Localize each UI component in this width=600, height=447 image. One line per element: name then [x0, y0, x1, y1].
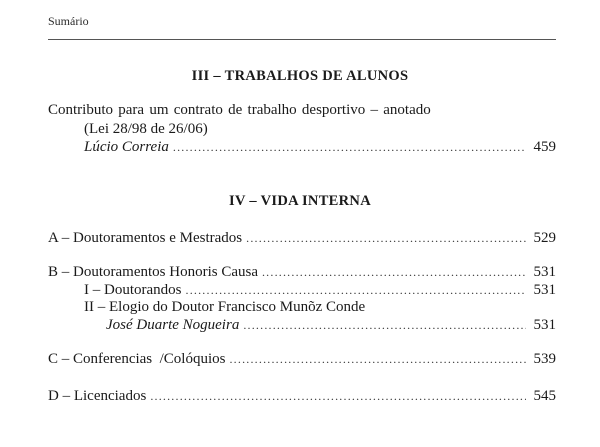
entry-title-line2: (Lei 28/98 de 26/06) — [84, 121, 208, 137]
toc-entry-contributo[interactable] — [84, 139, 556, 156]
page-number: 531 — [533, 282, 556, 298]
toc-entry-a[interactable] — [48, 230, 556, 247]
dot-leader — [246, 231, 526, 246]
dot-leader — [243, 318, 526, 333]
dot-leader — [150, 389, 526, 404]
page-number: 545 — [533, 388, 556, 404]
page-number: 529 — [533, 230, 556, 246]
section-title-vida-interna: IV – VIDA INTERNA — [229, 193, 371, 209]
toc-entry-b2[interactable] — [106, 317, 556, 334]
running-header: Sumário — [48, 14, 89, 28]
header-rule — [48, 39, 556, 40]
page-number: 531 — [533, 264, 556, 280]
entry-label: I – Doutorandos — [84, 282, 182, 298]
entry-author: Lúcio Correia — [84, 139, 169, 155]
toc-entry-b1[interactable] — [84, 282, 556, 299]
page-number: 459 — [533, 139, 556, 155]
toc-entry-b[interactable] — [48, 264, 556, 281]
entry-label: D – Licenciados — [48, 388, 147, 404]
page-number: 531 — [533, 317, 556, 333]
section-title-trabalhos: III – TRABALHOS DE ALUNOS — [191, 68, 409, 84]
toc-entry-c[interactable] — [48, 351, 556, 368]
entry-label: C – Conferencias /Colóquios — [48, 351, 226, 367]
page-number: 539 — [533, 351, 556, 367]
entry-author: José Duarte Nogueira — [106, 317, 240, 333]
dot-leader — [186, 283, 527, 298]
entry-label: B – Doutoramentos Honoris Causa — [48, 264, 258, 280]
dot-leader — [173, 140, 526, 155]
dot-leader — [229, 352, 526, 367]
entry-label: A – Doutoramentos e Mestrados — [48, 230, 243, 246]
toc-entry-d[interactable] — [48, 388, 556, 405]
entry-label-b2: II – Elogio do Doutor Francisco Munõz Conde — [84, 299, 366, 315]
dot-leader — [262, 265, 526, 280]
entry-title-line1: Contributo para um contrato de trabalho desportivo – anotado — [48, 102, 431, 118]
